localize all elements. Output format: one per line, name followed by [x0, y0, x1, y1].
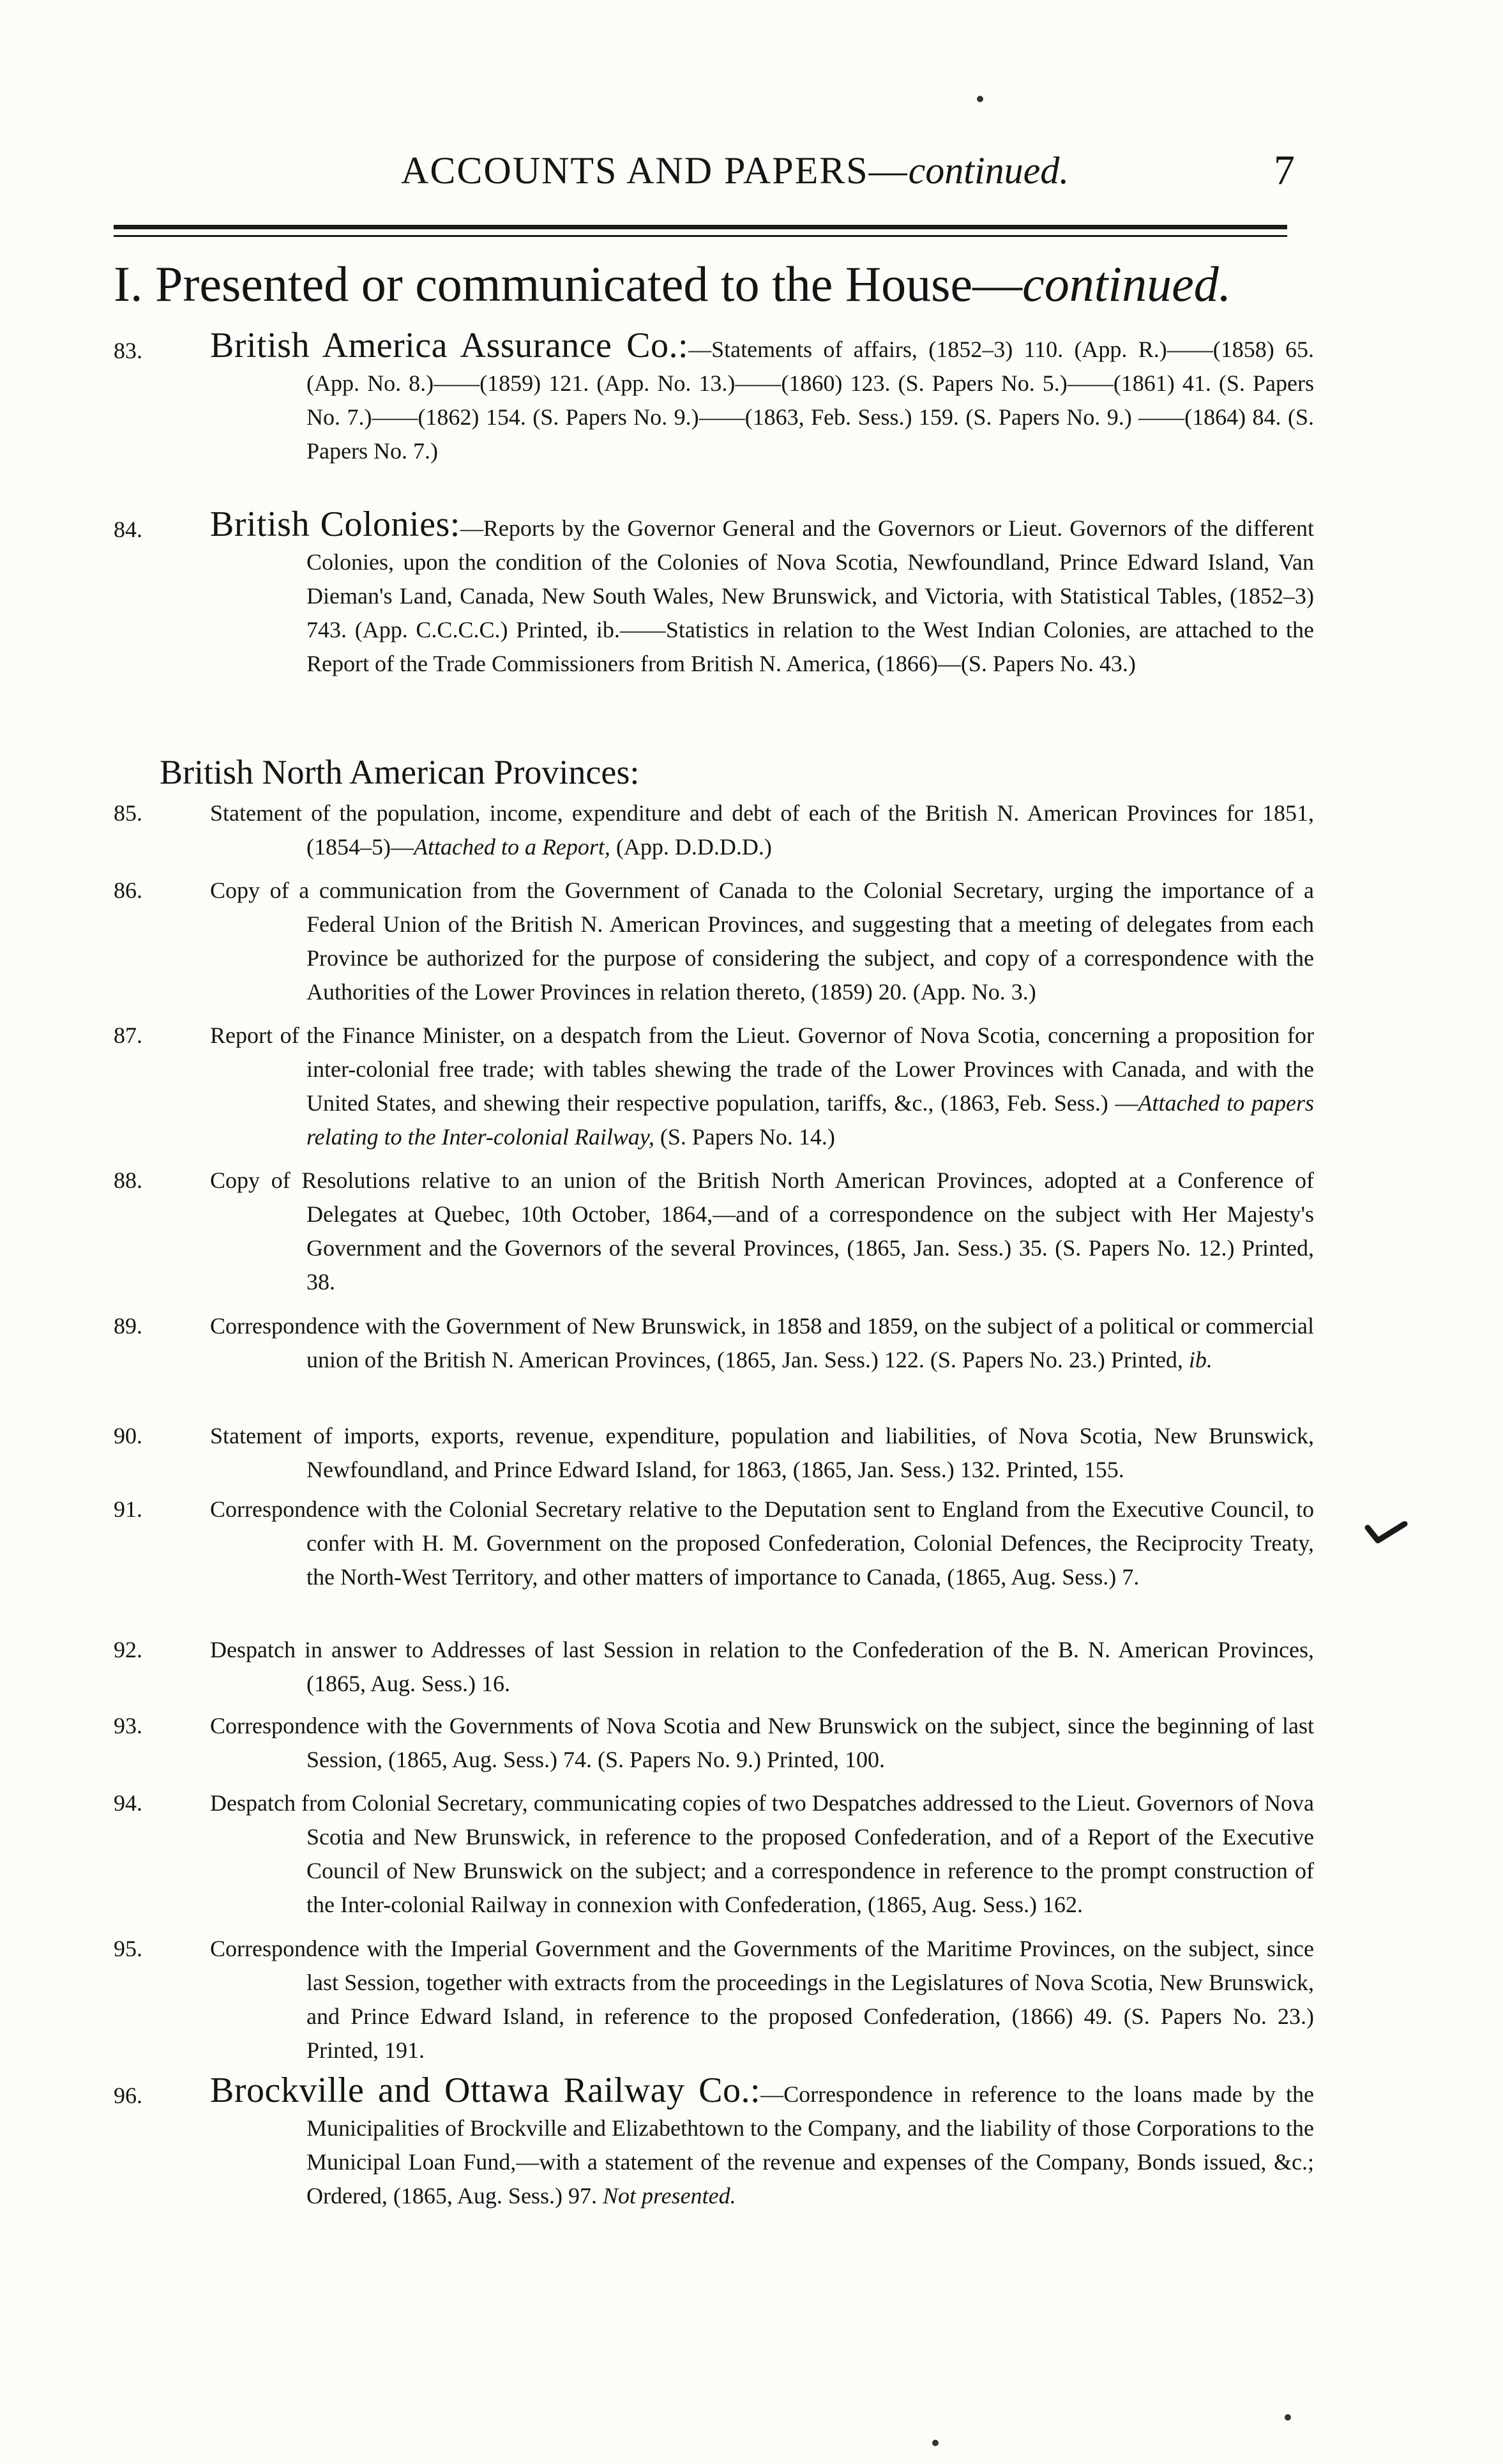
entry-92 — [114, 1633, 1314, 1701]
entry-text: Statement of imports, exports, revenue, expenditure, population and liabilities, of Nova Scotia, New Brunswick, Newfoundland, and Prince Edward Island, for 1863, (1865, Jan. Sess.) 132. Printed, 155. — [210, 1423, 1314, 1482]
entry-number: 83. — [114, 338, 142, 363]
entry-86 — [114, 874, 1314, 1009]
entry-text: Copy of Resolutions relative to an union of the British North American Provinces, adopted at a Conference of Delegates at Quebec, 10th October, 1864,—and of a correspondence on the subject with Her Majesty's Government and the Governors of the several Provinces, (1865, Jan. Sess.) 35. (S. Papers No. 12.) Printed, 38. — [210, 1167, 1314, 1295]
entry-text-italic: ib. — [1188, 1347, 1212, 1373]
margin-tick-mark-icon — [1364, 1521, 1409, 1547]
header-rule-thin — [114, 235, 1287, 237]
header-rule-thick — [114, 225, 1287, 229]
entry-number: 87. — [114, 1023, 142, 1048]
entry-94 — [114, 1786, 1314, 1922]
entry-83 — [114, 326, 1314, 468]
entry-text: —Correspondence in reference to the loans made by the Municipalities of Brockville and Elizabethtown to the Company, and the liability of those Corporations to the Municipal Loan Fund,—with a statement of the revenue and expenses of the Company, Bonds issued, &c.; Ordered, (1865, Aug. Sess.) 97. — [306, 2081, 1314, 2209]
section-title — [114, 255, 1231, 313]
entry-number: 96. — [114, 2083, 142, 2108]
entry-text: —Reports by the Governor General and the Governors or Lieut. Governors of the different Colonies, upon the condition of the Colonies of Nova Scotia, Newfoundland, Prince Edward Island, Van Dieman's Land, Canada, New South Wales, New Brunswick, and Victoria, with Statistical Tables, (1852–3) 743. (App. C.C.C.C.) Printed, ib.——Statistics in relation to the West Indian Colonies, are attached to the Report of the Trade Commissioners from British N. America, (1866)—(S. Papers No. 43.) — [306, 515, 1314, 676]
entry-number: 90. — [114, 1423, 142, 1449]
entry-text: Correspondence with the Governments of Nova Scotia and New Brunswick on the subject, since the beginning of last Session, (1865, Aug. Sess.) 74. (S. Papers No. 9.) Printed, 100. — [210, 1713, 1314, 1772]
entry-heading: Brockville and Ottawa Railway Co.: — [210, 2071, 761, 2110]
entry-number: 85. — [114, 800, 142, 826]
entry-heading: British America Assurance Co.: — [210, 326, 689, 365]
running-head — [0, 144, 1503, 201]
running-title — [401, 149, 1069, 193]
entry-85 — [114, 796, 1314, 864]
entry-91 — [114, 1493, 1314, 1594]
entry-87 — [114, 1019, 1314, 1154]
entry-number: 88. — [114, 1167, 142, 1193]
entry-88 — [114, 1164, 1314, 1299]
entry-text: Statement of the population, income, expenditure and debt of each of the British N. American Provinces for 1851, (1854–5)— — [210, 800, 1314, 860]
entry-text: Report of the Finance Minister, on a despatch from the Lieut. Governor of Nova Scotia, concerning a proposition for inter-colonial free trade; with tables shewing the trade of the Lower Provinces with Canada, and with the United States, and shewing their respective population, tariffs, &c., (1863, Feb. Sess.) — — [210, 1023, 1314, 1116]
entry-number: 84. — [114, 517, 142, 542]
print-speck — [977, 96, 983, 102]
entry-96 — [114, 2071, 1314, 2213]
page-number: 7 — [1274, 147, 1295, 194]
entry-84 — [114, 505, 1314, 681]
entry-text-italic: Attached to papers relating to the Inter-colonial Railway, — [306, 1090, 1315, 1150]
entry-heading: British Colonies: — [210, 505, 460, 544]
entry-90 — [114, 1419, 1314, 1487]
print-speck — [932, 2440, 939, 2446]
entry-number: 91. — [114, 1496, 142, 1522]
entry-number: 93. — [114, 1713, 142, 1738]
entry-number: 86. — [114, 878, 142, 903]
entry-text: Despatch from Colonial Secretary, communicating copies of two Despatches addressed to the Lieut. Governors of Nova Scotia and New Brunswick, in reference to the proposed Confederation, and of a Report of the Executive Council of New Brunswick on the subject; and a correspondence in reference to the prompt construction of the Inter-colonial Railway in connexion with Confederation, (1865, Aug. Sess.) 162. — [210, 1790, 1314, 1917]
entry-text: —Statements of affairs, (1852–3) 110. (App. R.)——(1858) 65. (App. No. 8.)——(1859) 121. (App. No. 13.)——(1860) 123. (S. Papers No. 5.)——(1861) 41. (S. Papers No. 7.)——(1862) 154. (S. Papers No. 9.)——(1863, Feb. Sess.) 159. (S. Papers No. 9.) ——(1864) 84. (S. Papers No. 7.) — [306, 337, 1314, 464]
entry-number: 92. — [114, 1637, 142, 1662]
section-title-text: I. Presented or communicated to the House— — [114, 256, 1023, 312]
section-title-italic: continued. — [1022, 256, 1232, 312]
entry-text: Despatch in answer to Addresses of last Session in relation to the Confederation of the B. N. American Provinces, (1865, Aug. Sess.) 16. — [210, 1637, 1314, 1696]
entry-text: Copy of a communication from the Government of Canada to the Colonial Secretary, urging the importance of a Federal Union of the British N. American Provinces, and suggesting that a meeting of delegates from each Province be authorized for the purpose of considering the subject, and copy of a correspondence with the Authorities of the Lower Provinces in relation thereto, (1859) 20. (App. No. 3.) — [210, 878, 1314, 1005]
entry-text: Correspondence with the Imperial Government and the Governments of the Maritime Provinces, on the subject, since last Session, together with extracts from the proceedings in the Legislatures of Nova Scotia, New Brunswick, and Prince Edward Island, in reference to the proposed Confederation, (1866) 49. (S. Papers No. 23.) Printed, 191. — [210, 1936, 1314, 2063]
entry-text: Correspondence with the Government of New Brunswick, in 1858 and 1859, on the subject of a political or commercial union of the British N. American Provinces, (1865, Jan. Sess.) 122. (S. Papers No. 23.) Printed, — [210, 1313, 1314, 1373]
entry-number: 95. — [114, 1936, 142, 1961]
subheading-british-north-american-provinces: British North American Provinces: — [160, 753, 640, 791]
print-speck — [1285, 2414, 1291, 2421]
running-title-text: ACCOUNTS AND PAPERS— — [401, 149, 909, 192]
entry-text-after: (App. D.D.D.D.) — [610, 834, 772, 860]
entry-89 — [114, 1309, 1314, 1377]
entry-text-after: (S. Papers No. 14.) — [654, 1124, 835, 1150]
entry-95 — [114, 1932, 1314, 2067]
entry-text-italic: Attached to a Report, — [413, 834, 610, 860]
entry-number: 94. — [114, 1790, 142, 1816]
entry-text: Correspondence with the Colonial Secretary relative to the Deputation sent to England from the Executive Council, to confer with H. M. Government on the proposed Confederation, Colonial Defences, the Reciprocity Treaty, the North-West Territory, and other matters of importance to Canada, (1865, Aug. Sess.) 7. — [210, 1496, 1314, 1590]
entry-number: 89. — [114, 1313, 142, 1339]
entry-93 — [114, 1709, 1314, 1777]
running-title-italic: continued. — [908, 149, 1069, 192]
entry-text-italic: Not presented. — [602, 2183, 736, 2209]
